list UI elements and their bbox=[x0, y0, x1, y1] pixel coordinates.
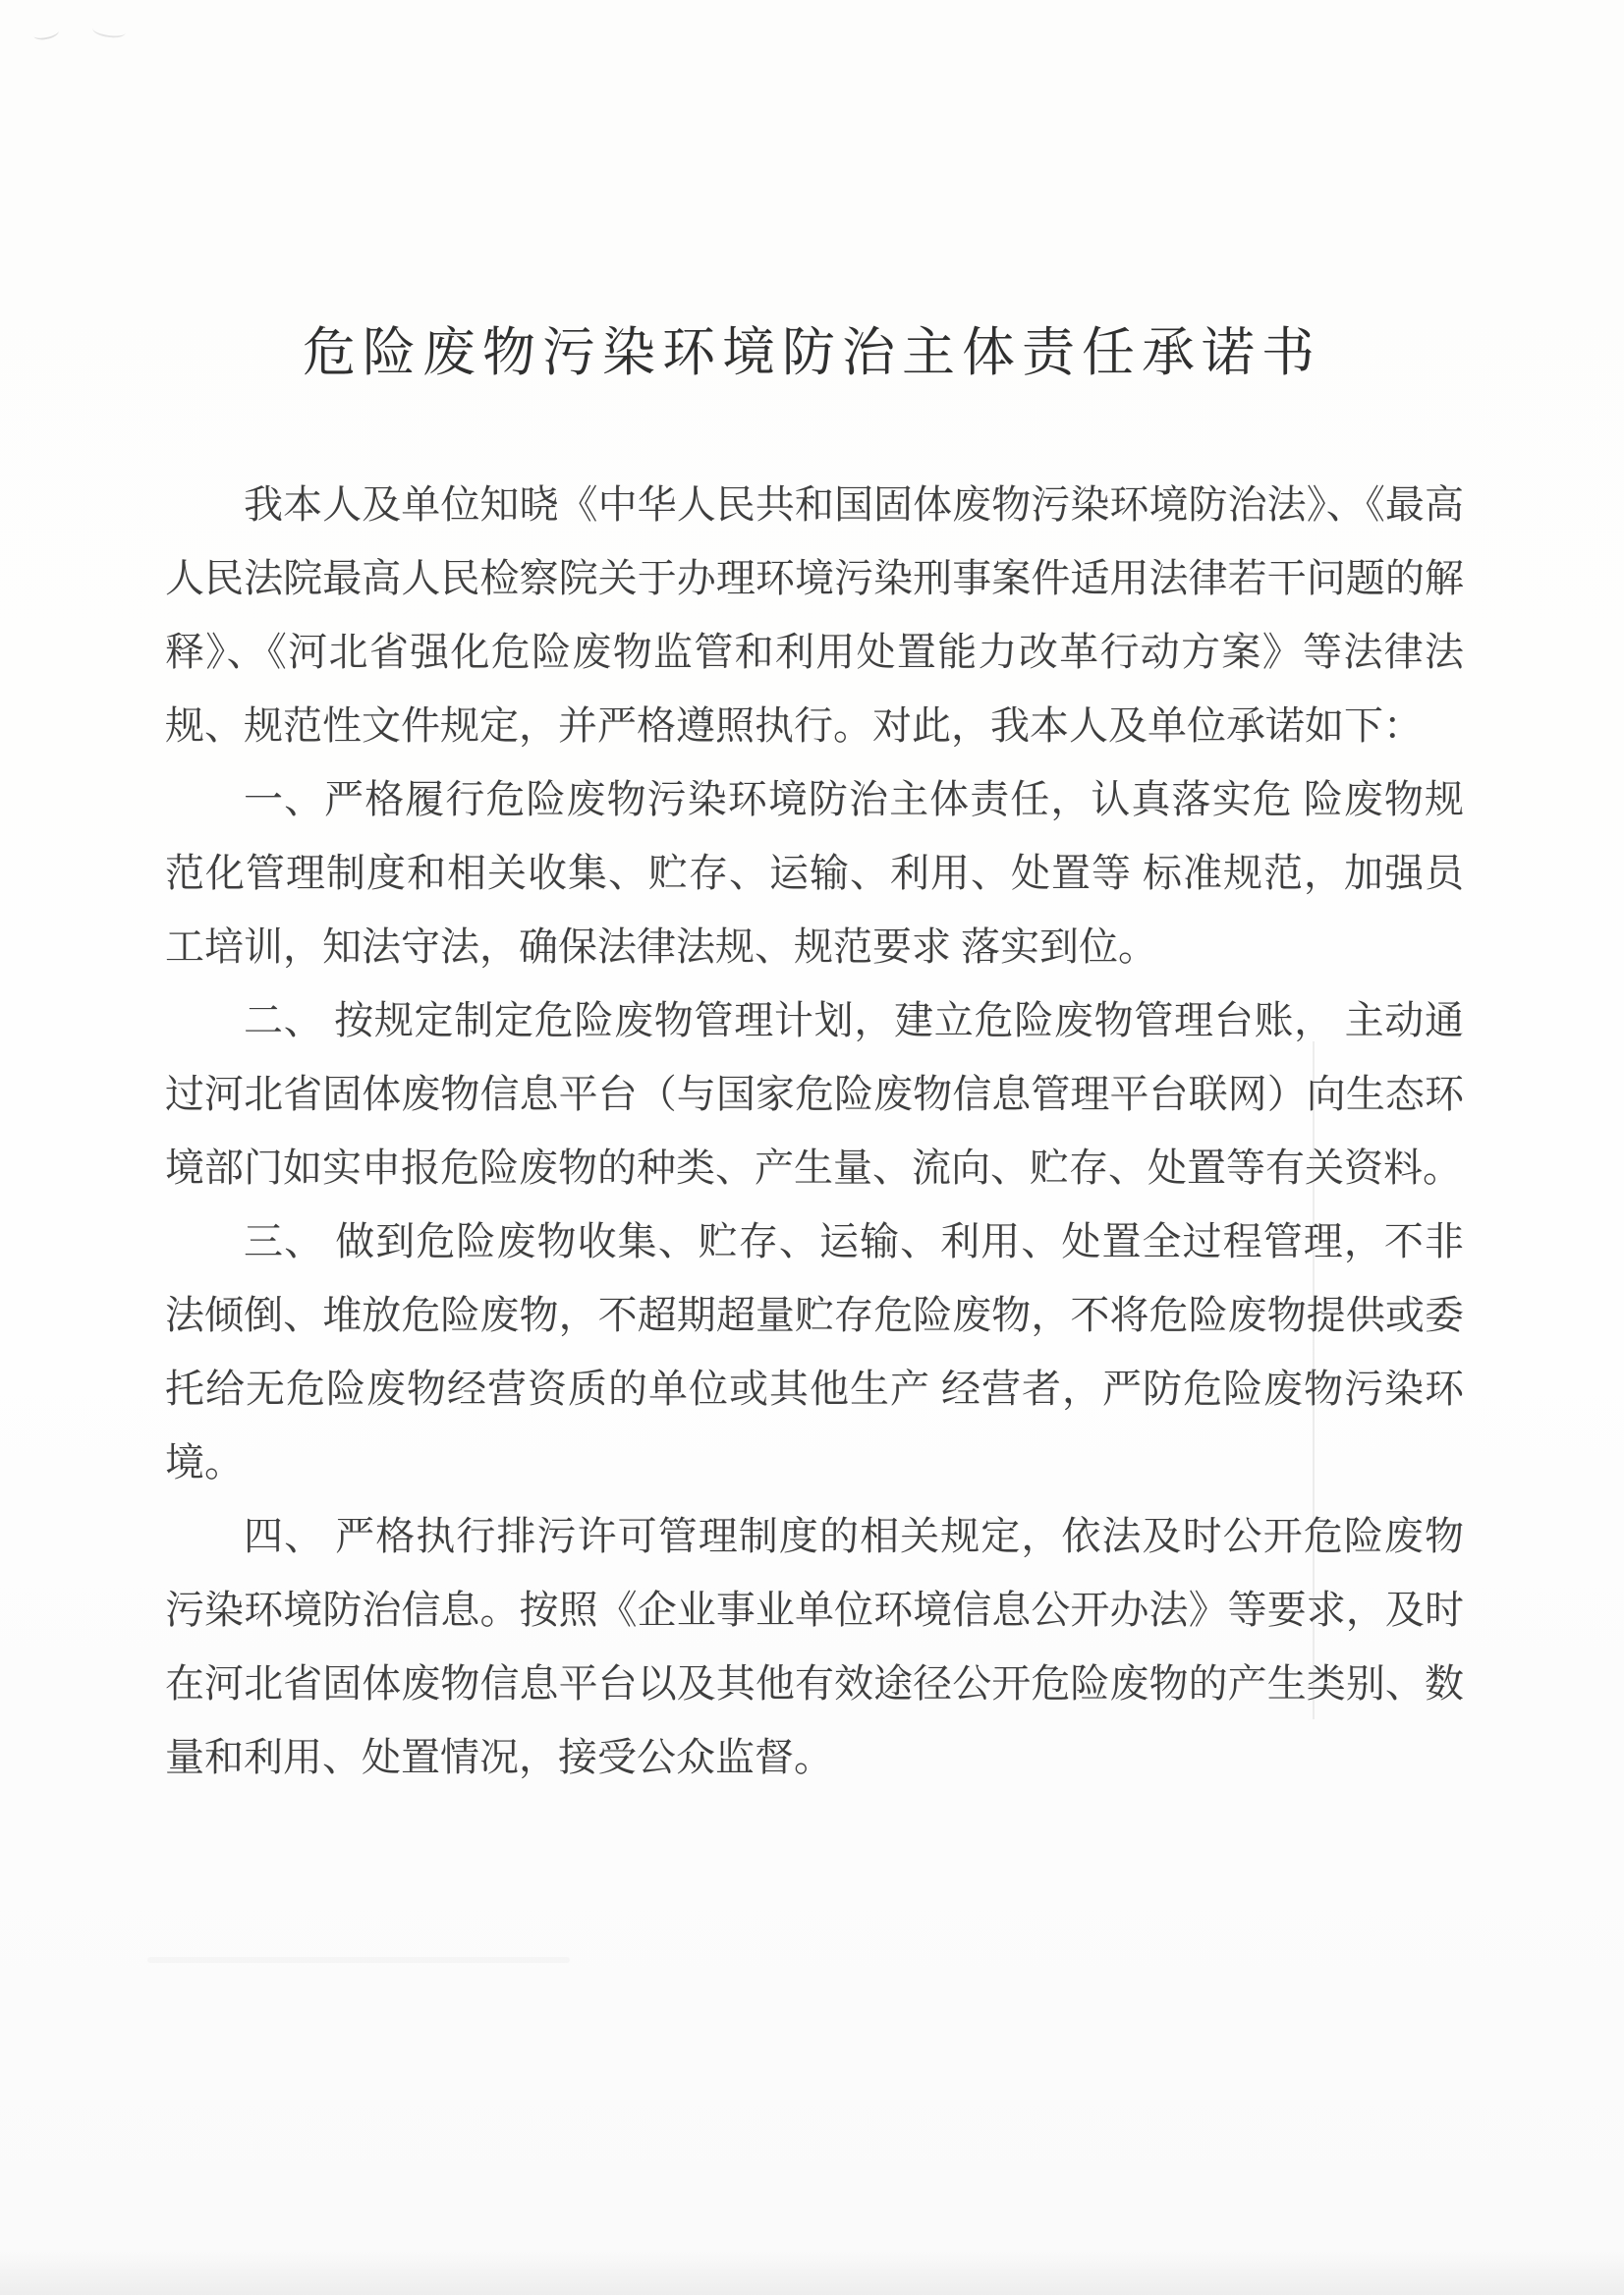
commitment-item-3-paragraph: 三、 做到危险废物收集、贮存、运输、利用、处置全过程管理，不非法倾倒、堆放危险废物，不超期超量贮存危险废物，不将危险废物提供或委托给无危险废物经营资质的单位或其他生产 经营者，严防危险废物污染环境。 bbox=[165, 1219, 1464, 1484]
page-bottom-shade bbox=[0, 2250, 1624, 2295]
document-body bbox=[165, 468, 1464, 1794]
commitment-item-4-paragraph: 四、 严格执行排污许可管理制度的相关规定，依法及时公开危险废物污染环境防治信息。按照《企业事业单位环境信息公开办法》等要求，及时在河北省固体废物信息平台以及其他有效途径公开危险废物的产生类别、数量和利用、处置情况，接受公众监督。 bbox=[165, 1514, 1464, 1779]
scan-streak-vertical bbox=[1313, 1041, 1315, 1719]
scan-smudge-top-left bbox=[33, 18, 132, 47]
intro-paragraph: 我本人及单位知晓《中华人民共和国固体废物污染环境防治法》、《最高人民法院最高人民检察院关于办理环境污染刑事案件适用法律若干问题的解释》、《河北省强化危险废物监管和利用处置能力改革行动方案》等法律法规、规范性文件规定，并严格遵照执行。对此，我本人及单位承诺如下： bbox=[165, 482, 1464, 748]
scan-streak-horizontal bbox=[147, 1957, 570, 1963]
commitment-item-1-paragraph: 一、严格履行危险废物污染环境防治主体责任，认真落实危 险废物规范化管理制度和相关收集、贮存、运输、利用、处置等 标准规范，加强员工培训，知法守法，确保法律法规、规范要求 落实到位。 bbox=[165, 777, 1464, 969]
document-title: 危险废物污染环境防治主体责任承诺书 bbox=[303, 323, 1321, 382]
commitment-item-2-paragraph: 二、 按规定制定危险废物管理计划，建立危险废物管理台账， 主动通过河北省固体废物信息平台（与国家危险废物信息管理平台联网）向生态环境部门如实申报危险废物的种类、产生量、流向、贮存、处置等有关资料。 bbox=[165, 998, 1464, 1190]
